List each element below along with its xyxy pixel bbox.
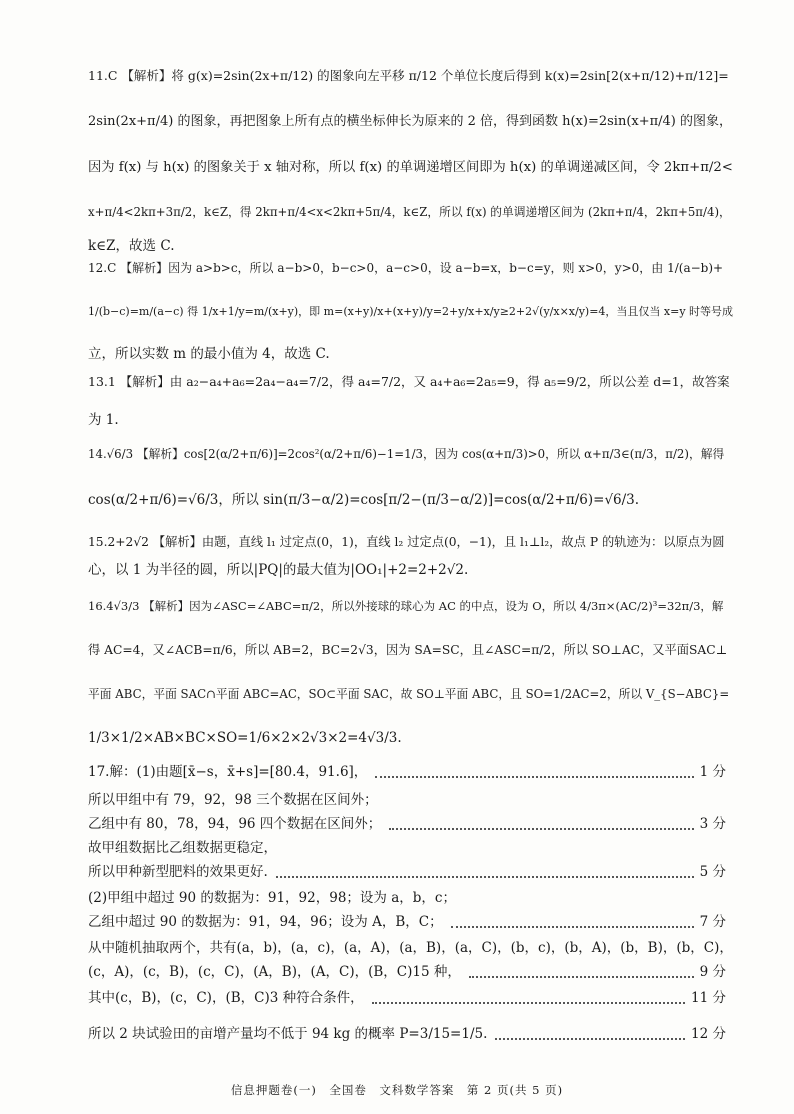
q17-line-3	[88, 814, 726, 836]
q12-line-2: 1/(b−c)=m/(a−c) 得 1/x+1/y=m/(x+y)，即 m=(x+y)/x+(x+y)/y=2+y/x+x/y≥2+2√(y/x×x/y)=4，当且仅当 x=y 时等号成	[88, 305, 734, 318]
leader-dots	[389, 828, 694, 830]
q17-text: 乙组中超过 90 的数据为：91，94，96；设为 A，B，C；	[88, 914, 443, 930]
q17-score: 3 分	[699, 816, 726, 832]
q17-line-5	[88, 862, 726, 884]
q17-text: 所以 2 块试验田的亩增产量均不低于 94 kg 的概率 P=3/15=1/5.	[88, 1026, 488, 1042]
q16-line-1: 16.4√3/3 【解析】因为∠ASC=∠ABC=π/2，所以外接球的球心为 AC 的中点，设为 O，所以 4/3π×(AC/2)³=32π/3，解	[88, 599, 724, 613]
q17-text: 17.解：(1)由题[x̄−s，x̄+s]=[80.4，91.6]，	[88, 764, 368, 780]
q17-text: 所以甲种新型肥料的效果更好.	[88, 864, 268, 880]
q13-line-1: 13.1 【解析】由 a₂−a₄+a₆=2a₄−a₄=7/2，得 a₄=7/2，又 a₄+a₆=2a₅=9，得 a₅=9/2，所以公差 d=1，故答案	[88, 374, 730, 389]
q17-line-4	[88, 838, 726, 860]
q17-text: 从中随机抽取两个，共有(a，b)，(a，c)，(a，A)，(a，B)，(a，C)，(b，c)，(b，A)，(b，B)，(b，C)，	[88, 940, 733, 956]
q17-text: (2)甲组中超过 90 的数据为：91，92，98；设为 a，b，c；	[88, 890, 456, 906]
q17-score: 12 分	[691, 1026, 726, 1042]
q16-line-3: 平面 ABC，平面 SAC∩平面 ABC=AC，SO⊂平面 SAC，故 SO⊥平面 ABC，且 SO=1/2AC=2，所以 V_{S−ABC}=	[88, 687, 730, 701]
q11-line-5: k∈Z，故选 C.	[88, 238, 175, 254]
q11-line-4: x+π/4<2kπ+3π/2，k∈Z，得 2kπ+π/4<x<2kπ+5π/4，k∈Z，所以 f(x) 的单调递增区间为 (2kπ+π/4，2kπ+5π/4)，	[88, 205, 731, 219]
q17-text: (c，A)，(c，B)，(c，C)，(A，B)，(A，C)，(B，C)15 种，	[88, 964, 461, 980]
q16-line-2: 得 AC=4，又∠ACB=π/6，所以 AB=2，BC=2√3，因为 SA=SC，且∠ASC=π/2，所以 SO⊥AC，又平面SAC⊥	[88, 643, 728, 657]
q17-text: 乙组中有 80，78，94，96 四个数据在区间外；	[88, 816, 382, 832]
q17-score: 9 分	[699, 964, 726, 980]
q12-line-1: 12.C 【解析】因为 a>b>c，所以 a−b>0，b−c>0，a−c>0，设 a−b=x，b−c=y，则 x>0，y>0，由 1/(a−b)+	[88, 261, 724, 275]
q17-text: 其中(c，B)，(c，C)，(B，C)3 种符合条件，	[88, 990, 364, 1006]
leader-dots	[451, 926, 694, 928]
q15-line-2: 心，以 1 为半径的圆，所以|PQ|的最大值为|OO₁|+2=2+2√2.	[88, 562, 469, 578]
q14-line-2: cos(α/2+π/6)=√6/3，所以 sin(π/3−α/2)=cos[π/2−(π/3−α/2)]=cos(α/2+π/6)=√6/3.	[88, 492, 640, 508]
q17-line-9	[88, 962, 726, 984]
q17-line-1	[88, 762, 726, 784]
q17-line-2	[88, 790, 726, 812]
q14-line-1: 14.√6/3 【解析】cos[2(α/2+π/6)]=2cos²(α/2+π/6)−1=1/3，因为 cos(α+π/3)>0，所以 α+π/3∈(π/3，π/2)，解得	[88, 447, 725, 461]
q17-line-8	[88, 938, 733, 960]
q17-line-7	[88, 912, 726, 934]
leader-dots	[375, 776, 694, 778]
q11-line-2: 2sin(2x+π/4) 的图象，再把图象上所有点的横坐标伸长为原来的 2 倍，得到函数 h(x)=2sin(x+π/4) 的图象，	[88, 114, 733, 129]
leader-dots	[276, 876, 694, 878]
leader-dots	[372, 1002, 685, 1004]
q17-text: 故甲组数据比乙组数据更稳定，	[88, 840, 277, 856]
q17-score: 7 分	[699, 914, 726, 930]
q17-line-6	[88, 888, 726, 910]
q17-score: 5 分	[699, 864, 726, 880]
q17-line-10	[88, 988, 726, 1010]
q17-score: 11 分	[691, 990, 726, 1006]
q13-line-2: 为 1.	[88, 412, 119, 428]
q16-line-4: 1/3×1/2×AB×BC×SO=1/6×2×2√3×2=4√3/3.	[88, 730, 402, 746]
page-footer: 信息押题卷(一) 全国卷 文科数学答案 第 2 页(共 5 页)	[230, 1083, 564, 1097]
leader-dots	[495, 1038, 685, 1040]
q12-line-3: 立，所以实数 m 的最小值为 4，故选 C.	[88, 346, 330, 362]
q17-score: 1 分	[699, 764, 726, 780]
q11-line-1: 11.C 【解析】将 g(x)=2sin(2x+π/12) 的图象向左平移 π/12 个单位长度后得到 k(x)=2sin[2(x+π/12)+π/12]=	[88, 68, 729, 83]
q17-line-11	[88, 1024, 726, 1046]
leader-dots	[469, 976, 694, 978]
q11-line-3: 因为 f(x) 与 h(x) 的图象关于 x 轴对称，所以 f(x) 的单调递增区间即为 h(x) 的单调递减区间，令 2kπ+π/2<	[88, 160, 733, 175]
q15-line-1: 15.2+2√2 【解析】由题，直线 l₁ 过定点(0，1)，直线 l₂ 过定点(0，−1)，且 l₁⊥l₂，故点 P 的轨迹为：以原点为圆	[88, 535, 725, 549]
q17-text: 所以甲组中有 79，92，98 三个数据在区间外；	[88, 792, 378, 808]
